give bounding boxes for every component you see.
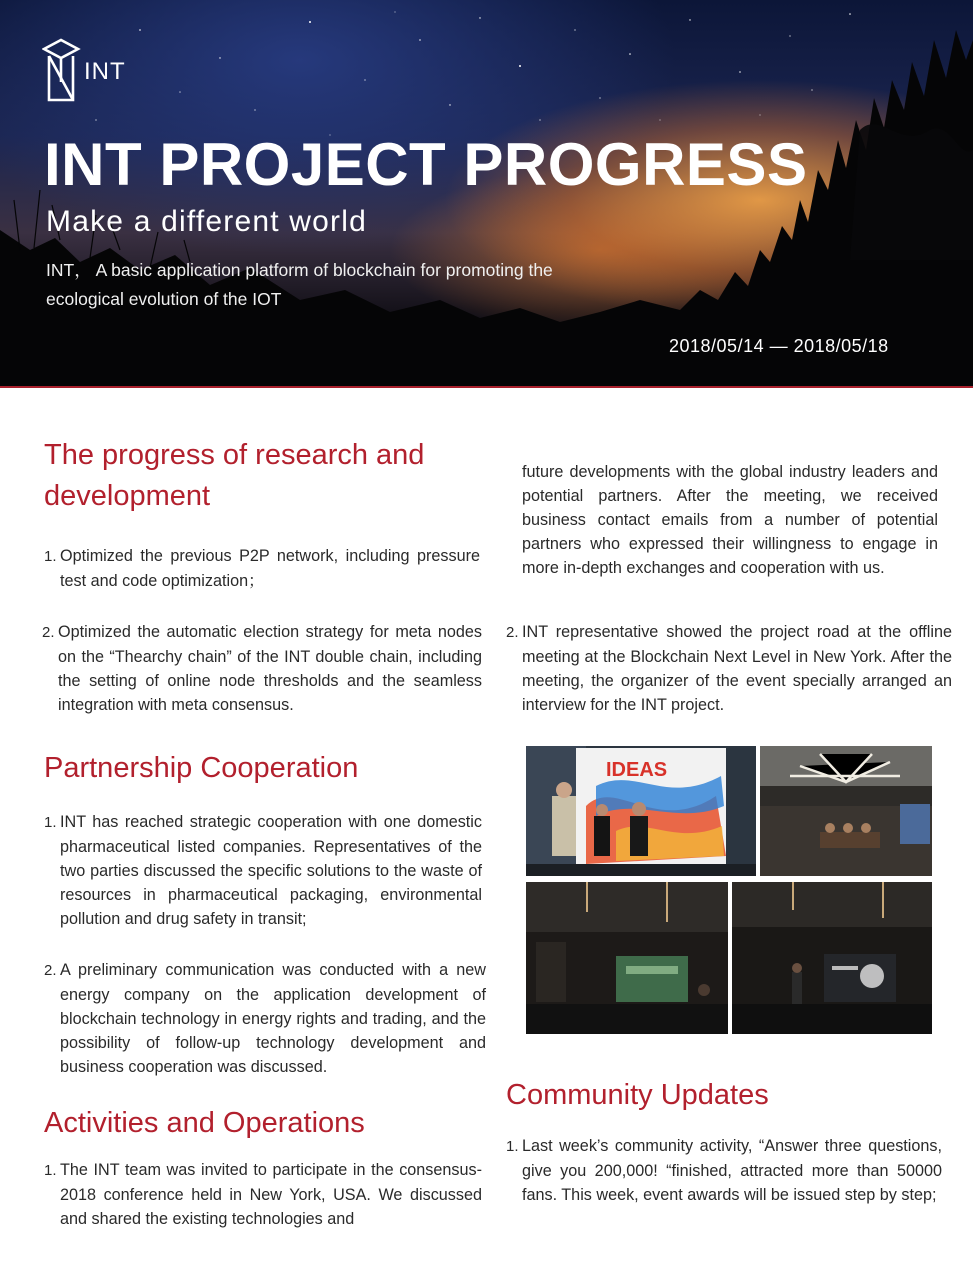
item-text: Optimized the automatic election strategy for meta nodes on the “Thearchy chain” of the INT double chain, including the setting of online node thresholds and the seamless integration with meta consensus. — [58, 623, 482, 714]
partnership-item-1 — [44, 810, 482, 931]
item-number: 2. — [506, 624, 519, 641]
item-text: INT representative showed the project road at the offline meeting at the Blockchain Next Level in New York. After the meeting, the organizer of the event specially arranged an interview for the INT project. — [522, 623, 952, 714]
photo-interview — [526, 746, 756, 876]
hero-description: INT， A basic application platform of blockchain for promoting the ecological evolution of the IOT — [46, 260, 553, 309]
partnership-title: Partnership Cooperation — [44, 752, 359, 784]
logo-text: INT — [84, 58, 126, 85]
hero-subtitle: Make a different world — [46, 205, 367, 238]
photo-presentation-2 — [732, 882, 932, 1034]
activities-title: Activities and Operations — [44, 1107, 365, 1139]
item-number: 1. — [44, 814, 57, 831]
item-number: 2. — [44, 962, 57, 979]
photo-presentation-1 — [526, 882, 728, 1034]
research-item-1 — [44, 544, 480, 593]
item-text: Optimized the previous P2P network, including pressure test and code optimization； — [60, 547, 480, 590]
community-item-1 — [506, 1134, 942, 1207]
page-title: INT PROJECT PROGRESS — [44, 131, 808, 198]
activities-item-1 — [44, 1158, 482, 1231]
activities-item-1-continued: future developments with the global industry leaders and potential partners. After the meeting, we received business contact emails from a number of potential partners who expressed their willingness to engage in more in-depth exchanges and cooperation with us. — [522, 463, 938, 577]
photo-panel — [760, 746, 932, 876]
photo-presentation-2-art — [732, 882, 932, 1034]
research-item-2 — [42, 620, 482, 717]
banner-text: IDEAS — [606, 759, 668, 781]
item-number: 1. — [44, 548, 57, 565]
photo-presentation-1-art — [526, 882, 728, 1034]
date-range: 2018/05/14 — 2018/05/18 — [669, 336, 889, 356]
hero-divider — [0, 386, 973, 388]
item-number: 1. — [44, 1162, 57, 1179]
item-text: INT has reached strategic cooperation with one domestic pharmaceutical listed companies. Representatives of the two parties discussed the specific solutions to the waste of resources in pharmaceutical packaging, environmental pollution and drug safety in transit; — [60, 813, 482, 928]
activities-item-2 — [506, 620, 952, 717]
item-text: A preliminary communication was conducted with a new energy company on the application development of blockchain technology in energy rights and trading, and the possibility of follow-up technology development and business cooperation was discussed. — [60, 961, 486, 1076]
item-number: 1. — [506, 1138, 519, 1155]
photo-interview-art — [526, 746, 756, 876]
hero-banner — [0, 0, 973, 388]
research-title: The progress of research and development — [44, 439, 425, 512]
item-number: 2. — [42, 624, 55, 641]
community-title: Community Updates — [506, 1079, 769, 1111]
photo-panel-art — [760, 746, 932, 876]
item-text: Last week’s community activity, “Answer three questions, give you 200,000! “finished, attracted more than 50000 fans. This week, event awards will be issued step by step; — [522, 1137, 942, 1204]
item-text: The INT team was invited to participate in the consensus-2018 conference held in New York, USA. We discussed and shared the existing technologies and — [60, 1161, 482, 1228]
partnership-item-2 — [44, 958, 486, 1079]
